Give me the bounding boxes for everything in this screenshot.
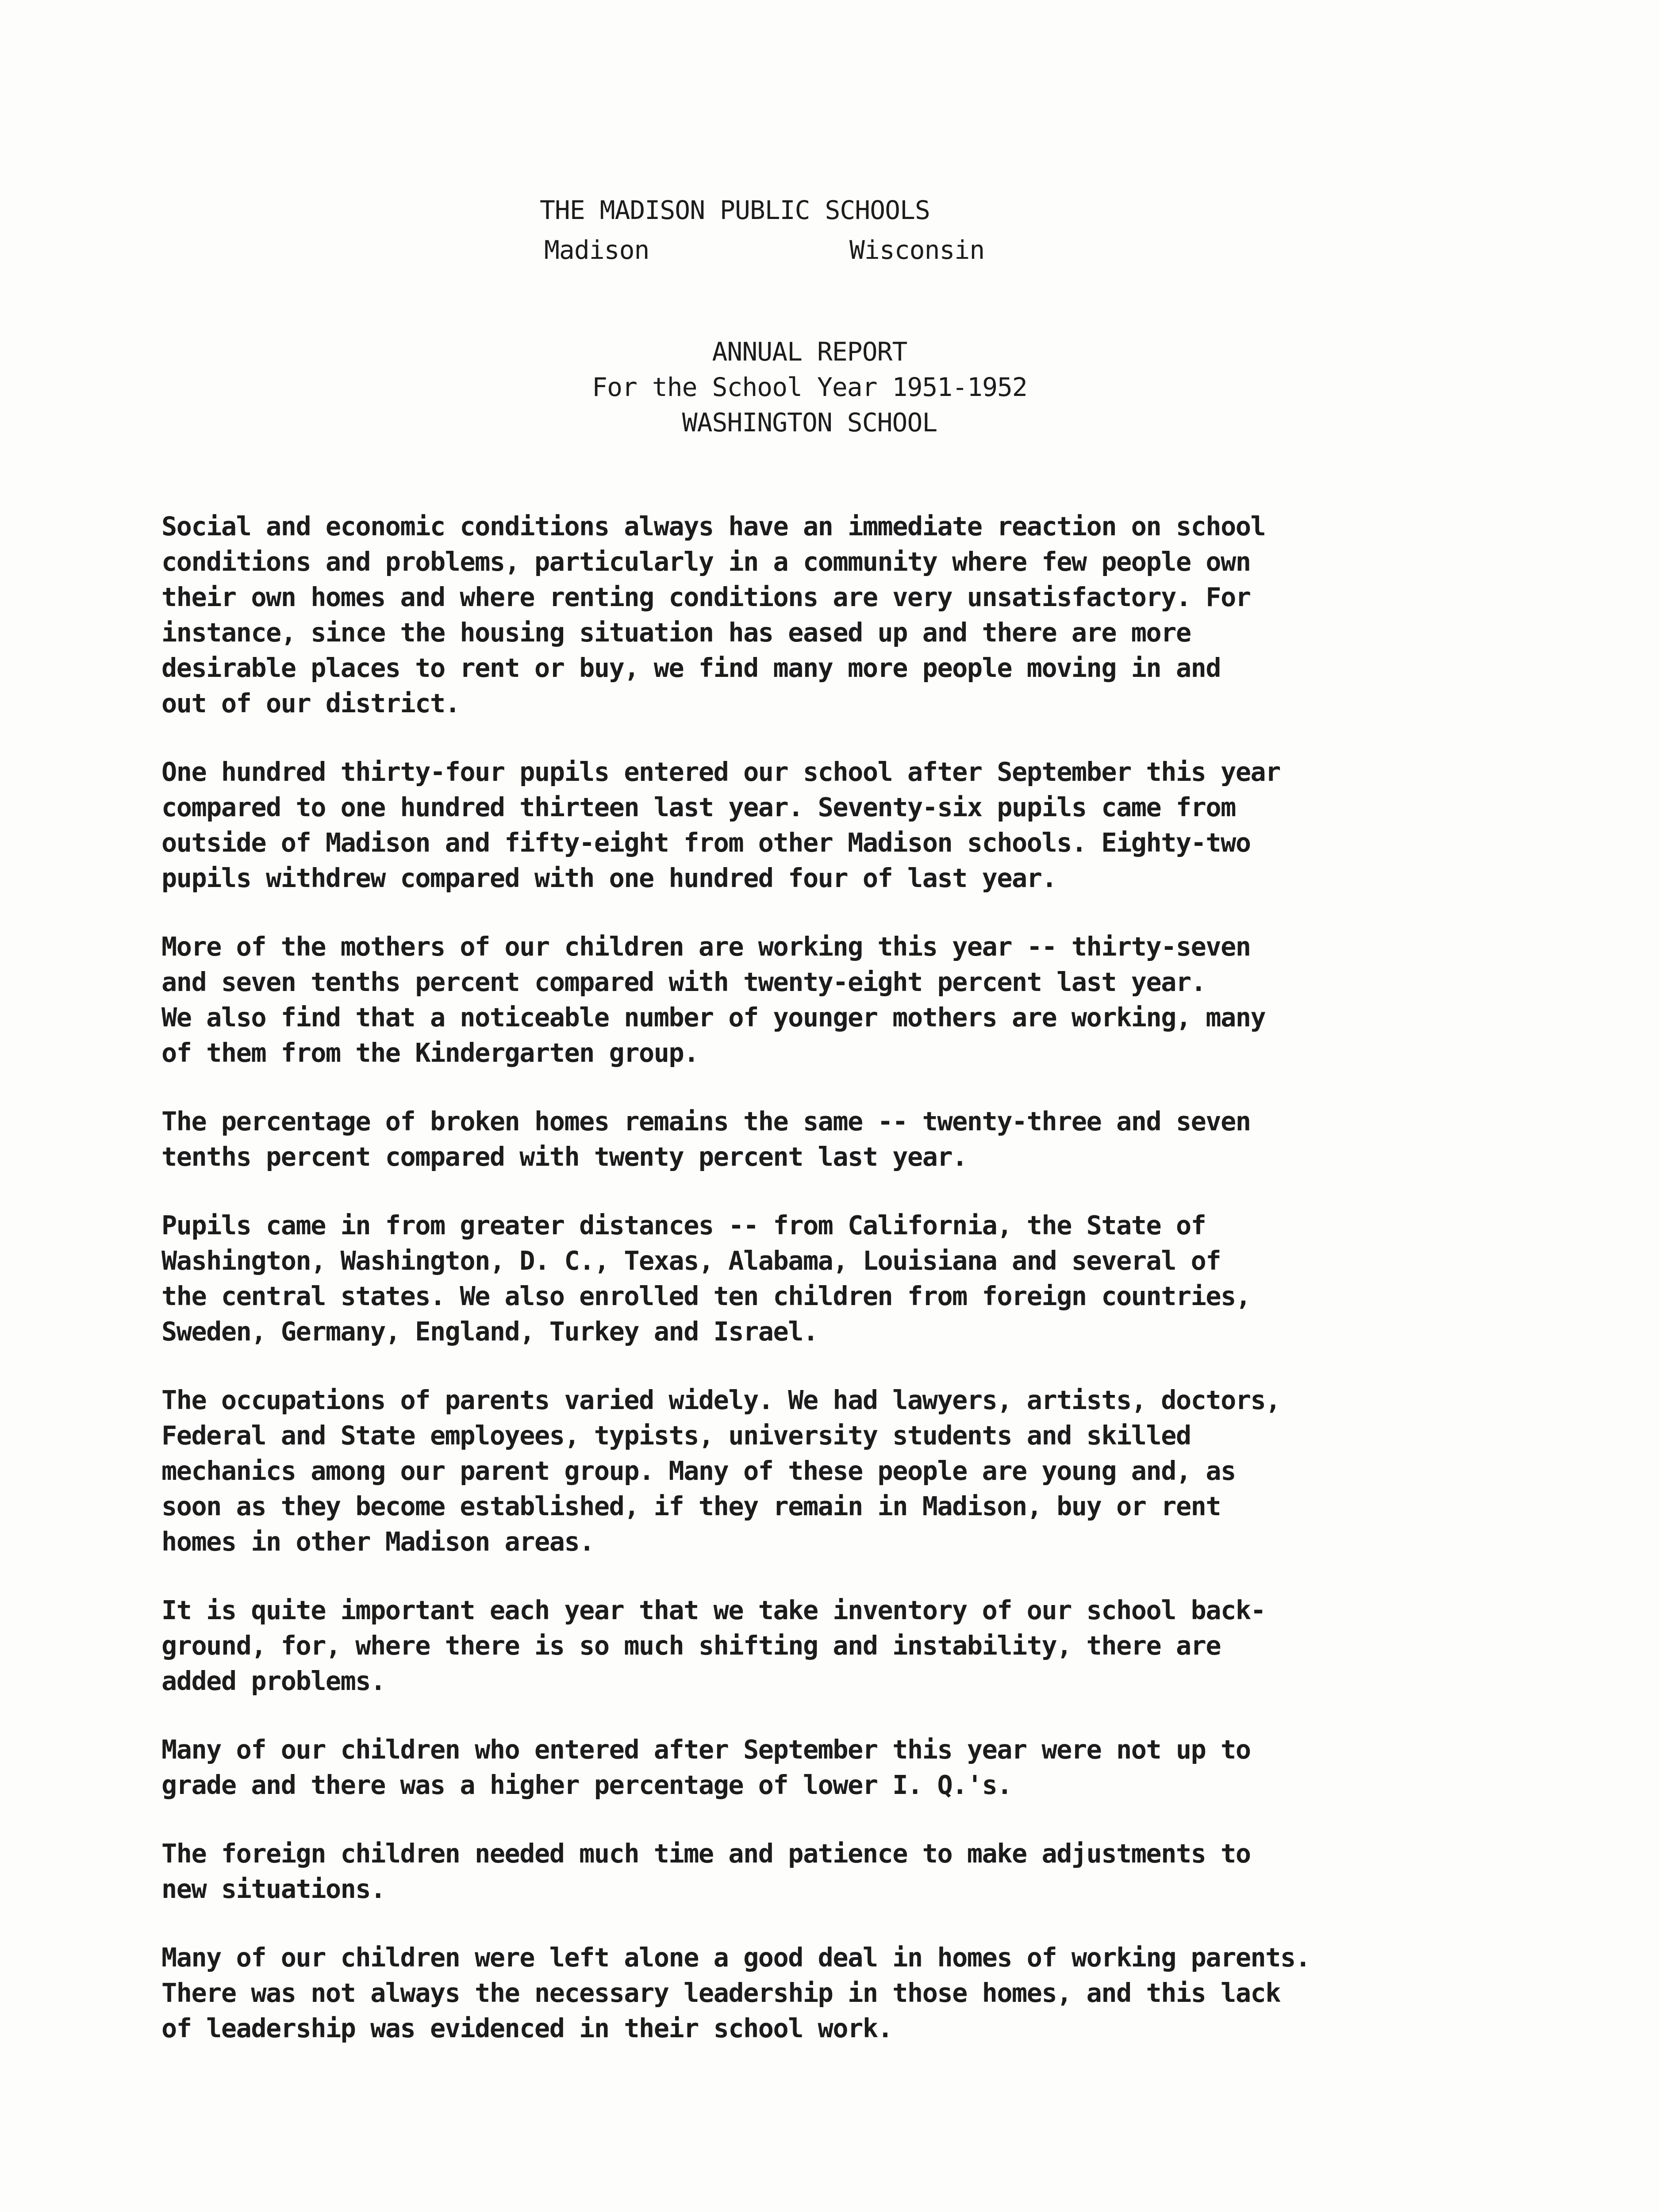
report-body [161, 509, 1555, 2079]
paragraph-broken-homes: The percentage of broken homes remains the same -- twenty-three and seven tenths percent compared with twenty percent last year. [161, 1106, 1251, 1172]
paragraph-occupations: The occupations of parents varied widely. We had lawyers, artists, doctors, Federal and State employees, typists, university students and skilled mechanics among our parent group. Many of these people are young and, as soon as they become established, if they remain in Madison, buy or rent homes in other Madison areas. [161, 1385, 1280, 1557]
report-title: ANNUAL REPORT [712, 337, 907, 367]
city-name: Madison [544, 235, 649, 265]
paragraph-working-mothers: More of the mothers of our children are working this year -- thirty-seven and seven tenths percent compared with twenty-eight percent last year. We also find that a noticeable number of younger mothers are working, many of them from the Kindergarten group. [161, 932, 1266, 1068]
location-line [487, 230, 1062, 270]
report-heading [522, 334, 1097, 440]
paragraph-distances: Pupils came in from greater distances -- from California, the State of Washington, Washington, D. C., Texas, Alabama, Louisiana and several of the central states. We also enrolled ten children from foreign countries, Sweden, Germany, England, Turkey and Israel. [161, 1210, 1251, 1347]
paragraph-social-conditions: Social and economic conditions always have an immediate reaction on school conditions and problems, particularly in a community where few people own their own homes and where renting conditions are very unsatisfactory. For instance, since the housing situation has eased up and there are more desirable places to rent or buy, we find many more people moving in and out of our district. [161, 511, 1266, 718]
state-name: Wisconsin [849, 235, 985, 265]
paragraph-inventory: It is quite important each year that we take inventory of our school back- ground, for, where there is so much shifting and instability, there are added problems. [161, 1595, 1266, 1696]
paragraph-foreign-children: The foreign children needed much time and patience to make adjustments to new situations. [161, 1839, 1251, 1904]
organization-name: THE MADISON PUBLIC SCHOOLS [540, 195, 930, 225]
school-year: For the School Year 1951-1952 [592, 372, 1027, 402]
paragraph-grade-level: Many of our children who entered after September this year were not up to grade and there was a higher percentage of lower I. Q.'s. [161, 1735, 1251, 1800]
letterhead [487, 190, 1062, 270]
paragraph-leadership: Many of our children were left alone a good deal in homes of working parents. There was not always the necessary leadership in those homes, and this lack of leadership was evidenced in their school work. [161, 1943, 1310, 2043]
paragraph-enrollment: One hundred thirty-four pupils entered our school after September this year compared to one hundred thirteen last year. Seventy-six pupils came from outside of Madison and fifty-eight from other Madison schools. Eighty-two pupils withdrew compared with one hundred four of last year. [161, 757, 1280, 893]
school-name: WASHINGTON SCHOOL [682, 407, 937, 438]
